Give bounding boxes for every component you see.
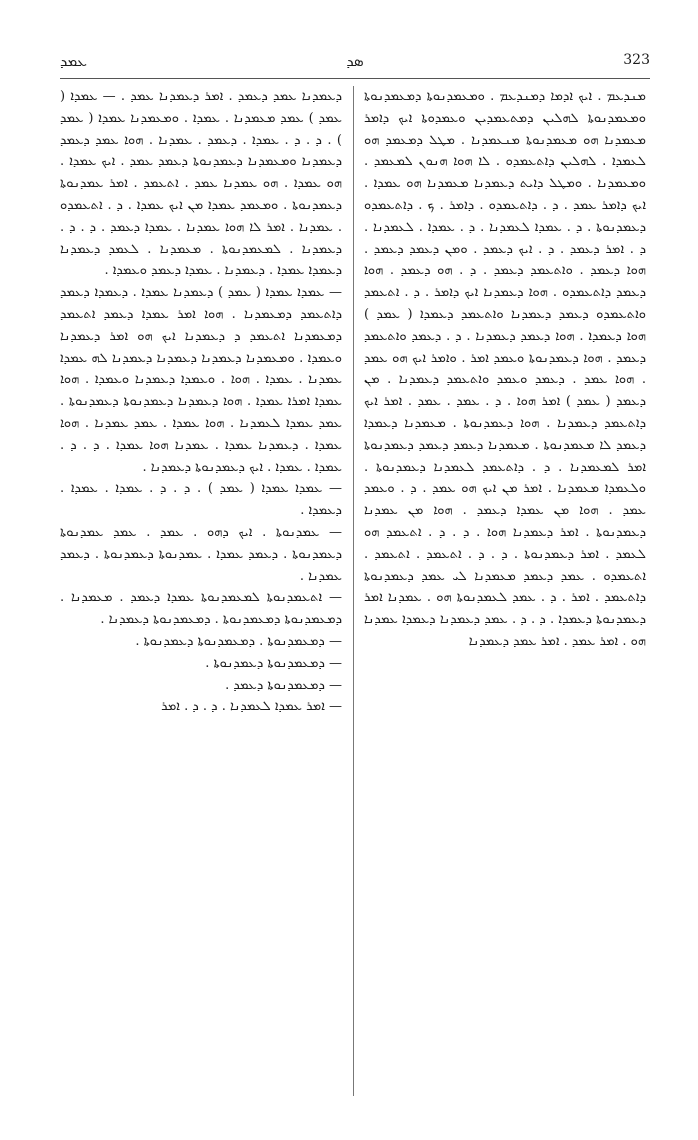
text-columns	[60, 86, 650, 1106]
column-left	[60, 86, 342, 1106]
column-right	[364, 86, 646, 1106]
paragraph: — ܐܬܥܡܕܢܘܬܐ ܠܡܥܡܕܢܘܬܐ ܥܡܕܐ ܕܥܡܕ . ܡܥܡܕܢܐ . ܕܡܥܡܕܢܘܬܐ ܕܡܥܡܕܢܘܬܐ . ܕܡܥܡܕܢܘܬܐ ܕܥܡܕܢܐ .	[60, 590, 342, 628]
paragraph: — ܥܡܕܐ ܥܡܕܐ ( ܥܡܕ ) ܕܥܡܕܢܐ ܥܡܕܐ . ܕܥܡܕܐ ܕܥܡܕ ܕܐܬܥܡܕ ܕܡܥܡܕܢܐ . ܗܘܐ ܐܡܪ ܥܡܕܐ ܕܥܡܕ ܐܬܥܡܕ ܕܡܥܡܕܢܐ ܐܬܥܡܕ ܕ ܕܥܡܕܢܐ ܐܝܟ ܗܘ ܐܡܪ ܕܥܡܕܢܐ ܘܥܡܕܐ . ܘܡܥܡܕܢܐ ܕܥܡܕܢܐ ܕܥܡܕܢܐ ܕܥܡܕܢܐ ܠܗ ܥܡܕܐ ܥܡܕܢܐ . ܥܡܕܐ . ܗܘܐ . ܘܥܡܕܐ ܕܥܡܕܢܐ ܘܥܡܕܐ . ܗܘܐ ܥܡܕܐ ܐܡܪܐ ܥܡܕܐ . ܗܘܐ ܕܥܡܕܢܐ ܕܥܡܕܢܘܬܐ ܕܥܡܕܢܘܬܐ . ܥܡܕ ܥܡܕܐ ܠܥܡܕܢܐ . ܗܘܐ ܥܡܕܐ . ܥܡܕ ܥܡܕܢܐ . ܗܘܐ ܥܡܕܐ . ܕܥܡܕܢܐ ܥܡܕܐ . ܥܡܕܢܐ ܗܘܐ ܥܡܕܐ . ܕ . ܕ . ܥܡܕܐ . ܥܡܕܐ . ܐܝܟ ܕܥܡܕܢܘܬܐ ܕܥܡܕܢܐ .	[60, 285, 342, 475]
paragraph: ܡܢܕܥܡ . ܐܝܟ ܐܕܡܐ ܕܡܢܕܥܡ . ܘܡܥܡܕܢܘܬܐ ܕܡܥܡܕܢܘܬܐ ܘܡܥܡܕܢܘܬܐ ܠܗܠܝܢ ܕܡܬܥܡܕܝܢ ܘܥܡܕܘܬܐ ܐܝܟ ܕܐܡܪ ܡܥܡܕܢܐ ܗܘ ܡܥܡܕܢܘܬܐ ܡܢܥܡܕܢܐ . ܡܛܠ ܕܡܥܡܕ ܗܘ ܠܥܡܕܐ . ܠܗܠܝܢ ܕܐܬܥܡܕܘ . ܠܐ ܗܘܐ ܗܢܘܢ ܠܡܥܡܕ . ܘܡܥܡܕܢܐ . ܘܡܛܠ ܕܐܝܬ ܕܥܡܕܢܐ ܡܥܡܕܢܐ ܗܘ ܥܡܕܐ . ܐܝܟ ܕܐܡܪ ܥܡܕ . ܕ . ܕܐܬܥܡܕܘ . ܕܐܡܪ . ܟ . ܕܐܬܥܡܕܘ ܕܥܡܕܢܘܬܐ . ܕ . ܥܡܕܐ ܠܥܡܕܢܐ . ܕ . ܥܡܕܐ . ܠܥܡܕܢܐ . ܕ . ܐܡܪ ܕܥܡܕ . ܕ . ܐܝܟ ܕܥܡܕ . ܘܡܢ ܕܥܡܕ ܕܥܡܕ . ܗܘܐ ܕܥܡܕ . ܘܐܬܥܡܕ ܕܥܡܕ . ܕ . ܗܘ ܕܥܡܕ . ܗܘܐ ܕܥܡܕ ܕܐܬܥܡܕܘ . ܗܘܐ ܕܥܡܕܢܐ ܐܝܟ ܕܐܡܪ . ܕ . ܐܬܥܡܕ ܘܐܬܥܡܕܘ ܕܥܡܕ ܕܥܡܕܢܐ ܘܐܬܥܡܕ ܕܥܡܕܐ ( ܥܡܕ ) ܗܘܐ ܕܥܡܕܐ . ܗܘܐ ܕܥܡܕ ܕܥܡܕܢܐ . ܕ . ܕܥܡܕ ܘܐܬܥܡܕ ܕܥܡܕ . ܗܘܐ ܕܥܡܕܢܘܬܐ ܘܥܡܕ ܐܡܪ . ܘܐܡܪ ܐܝܟ ܗܘ ܥܡܕ . ܗܘܐ ܥܡܕ . ܕܥܡܕ ܘܥܡܕ ܘܐܬܥܡܕ ܕܥܡܕܢܐ . ܡܢ ܕܥܡܕ ( ܥܡܕ ) ܐܡܪ ܗܘܐ . ܕ . ܥܡܕ . ܥܡܕ . ܐܡܪ ܐܝܟ ܕܐܬܥܡܕ ܕܥܡܕܢܐ . ܗܘܐ ܕܥܡܕܢܘܬܐ . ܡܥܡܕܢܐ ܕܥܡܕܐ ܕܥܡܕ ܠܐ ܡܥܡܕܢܘܬܐ . ܡܥܡܕܢܐ ܕܥܡܕ ܕܥܡܕ ܕܥܡܕܢܘܬܐ ܐܡܪ ܠܡܥܡܕܢܐ . ܕ . ܕܐܬܥܡܕ ܠܥܡܕܢܐ ܕܥܡܕܢܘܬܐ . ܘܠܥܡܕܐ ܡܥܡܕܢܐ . ܐܡܪ ܡܢ ܐܝܟ ܗܘ ܥܡܕ . ܕ . ܘܥܡܕ ܥܡܕ . ܗܘܐ ܡܢ ܥܡܕܐ ܕܥܡܕ . ܗܘܐ ܡܢ ܥܡܕܢܐ ܕܥܡܕܢܘܬܐ . ܐܡܪ ܕܥܡܕܢܐ ܗܘܐ . ܕ . ܕ . ܐܬܥܡܕ ܗܘ ܠܥܡܕ . ܐܡܪ ܕܥܡܕܢܘܬܐ . ܕ . ܕ . ܐܬܥܡܕ . ܐܬܥܡܕ . ܐܬܥܡܕܘ . ܥܡܕ ܕܥܡܕ ܡܥܡܕܢܐ ܠܝ ܥܡܕ ܕܥܡܕܢܘܬܐ ܕܐܬܥܡܕ . ܐܡܪ . ܕ . ܥܡܕ ܠܥܡܕܢܘܬܐ ܗܘ . ܥܡܕܢܐ ܐܡܪ ܕܥܡܕܢܘܬܐ ܕܥܡܕܐ . ܕ . ܕ . ܥܡܕ ܕܥܡܕܢܐ ܕܥܡܕܐ ܥܡܕܢܐ ܗܘ . ܐܡܪ ܥܡܕ . ܐܡܪ ܥܡܕ ܕܥܡܕܢܐ	[364, 89, 646, 649]
paragraph: — ܥܡܕܐ ܥܡܕܐ ( ܥܡܕ ) . ܕ . ܕ . ܥܡܕܐ . ܥܡܕܐ . ܕܥܡܕܐ .	[60, 481, 342, 519]
paragraph: — ܐܡܪ ܥܡܕܐ ܠܥܡܕܢܐ . ܕ . ܕ . ܐܡܪ	[161, 699, 342, 715]
page-number: 323	[623, 52, 650, 68]
page-header	[60, 52, 650, 74]
paragraph: — ܕܡܥܡܕܢܘܬܐ ܕܥܡܕܢܘܬܐ .	[205, 655, 342, 671]
running-head-left: ܥܡܕ	[60, 52, 88, 70]
paragraph: ܕܥܡܕܢܐ ܥܡܕ ܕܥܡܕ . ܐܡܪ ܕܥܡܕܢܐ ܥܡܕ . — ܥܡܕܐ ( ܥܡܕ ) ܥܡܕ ܡܥܡܕܢܐ . ܥܡܕܐ . ܘܡܥܡܕܢܐ ܥܡܕܐ ( ܥܡܕ ) . ܕ . ܕ . ܥܡܕܐ . ܕܥܡܕ . ܥܡܕܢܐ . ܗܘܐ ܥܡܕ ܕܥܡܕ ܕܥܡܕܢܐ ܘܡܥܡܕܢܐ ܕܥܡܕܢܘܬܐ ܕܥܡܕ ܥܡܕ . ܐܝܟ ܥܡܕܐ . ܗܘ ܥܡܕܐ . ܗܘ ܥܡܕܢܐ ܥܡܕ . ܐܬܥܡܕ . ܐܡܪ ܥܡܕܢܘܬܐ ܕܥܡܕܢܘܬܐ . ܘܡܥܡܕ ܥܡܕܐ ܡܢ ܐܝܟ ܥܡܕܐ . ܕ . ܐܬܥܡܕܘ . ܥܡܕܢܐ . ܐܡܪ ܠܐ ܗܘܐ ܥܡܕܢܐ . ܥܡܕܐ ܕܥܡܕ . ܕ . ܕ . ܕܥܡܕܢܐ . ܠܡܥܡܕܢܘܬܐ . ܡܥܡܕܢܐ . ܠܥܡܕ ܕܥܡܕܢܐ ܕܥܡܕܐ ܥܡܕܐ . ܕܥܡܕܢܐ . ܥܡܕܐ ܕܥܡܕ ܘܥܡܕܐ .	[60, 89, 342, 279]
paragraph: — ܕܡܥܡܕܢܘܬܐ . ܕܡܥܡܕܢܘܬܐ ܕܥܡܕܢܘܬܐ .	[135, 633, 342, 649]
running-head-center: ܣܕ	[346, 52, 364, 70]
paragraph: — ܥܡܕܢܘܬܐ . ܐܝܟ ܕܗܘ . ܥܡܕ . ܥܡܕ ܥܡܕܢܘܬܐ ܕܥܡܕܢܘܬܐ . ܕܥܡܕ ܥܡܕܐ . ܥܡܕܢܘܬܐ ܕܥܡܕܢܘܬܐ . ܕܥܡܕ ܥܡܕܢܐ .	[60, 524, 342, 584]
paragraph: — ܕܡܥܡܕܢܘܬܐ ܕܥܡܕ .	[225, 677, 342, 693]
header-rule	[60, 78, 650, 79]
column-divider	[353, 86, 354, 1096]
